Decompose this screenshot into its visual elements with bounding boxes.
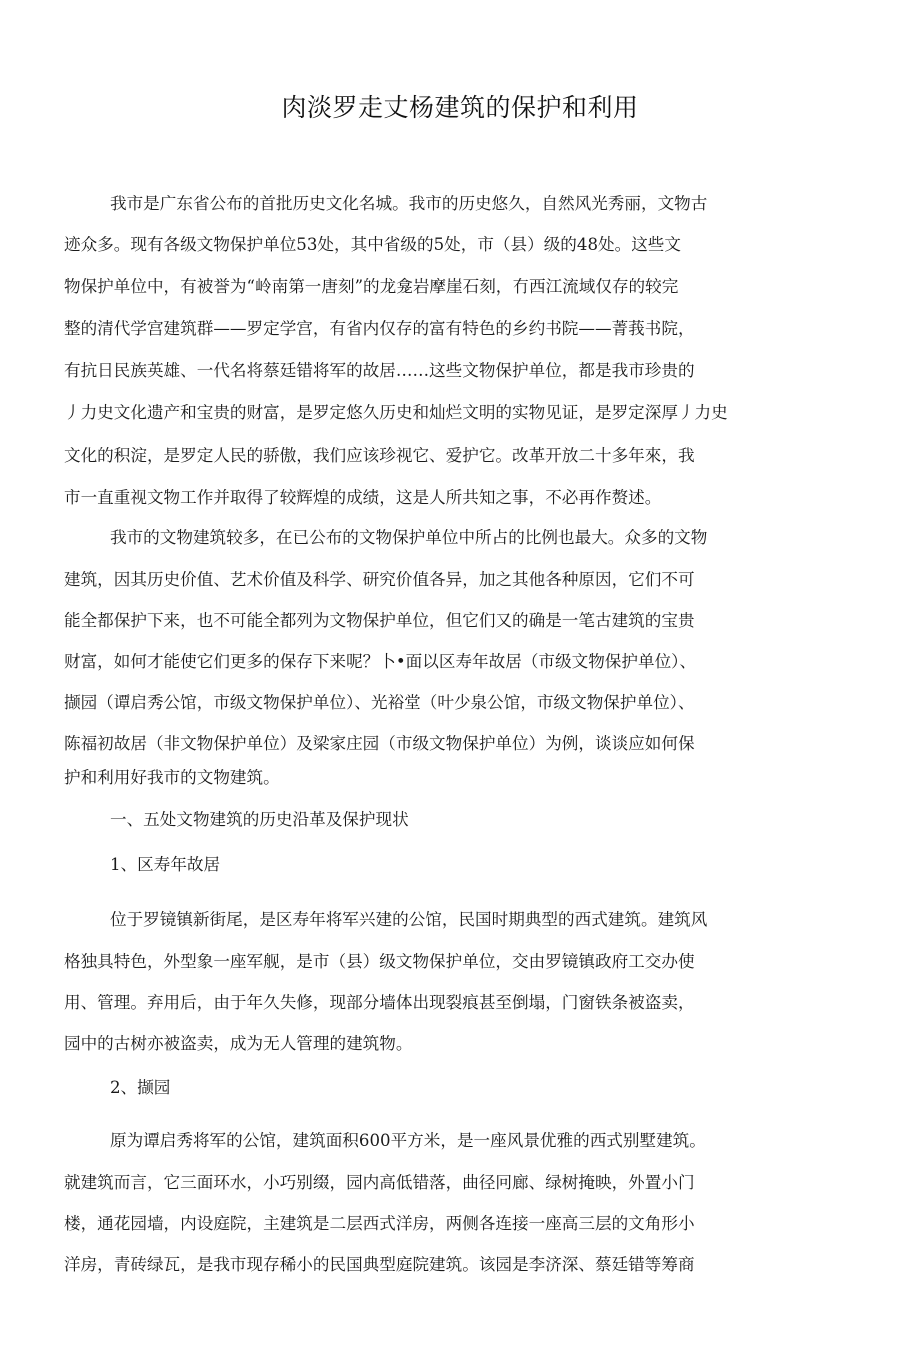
document-title: 肉淡罗走丈杨建筑的保护和利用 (281, 93, 639, 122)
text-line: 有抗日民族英雄、一代名将蔡廷错将军的故居……这些文物保护单位，都是我市珍贵的 (64, 361, 695, 380)
text-line: 陈福初故居（非文物保护单位）及梁家庄园（市级文物保护单位）为例，谈谈应如何保 (64, 734, 695, 753)
subsection-heading: 1、区寿年故居 (110, 855, 221, 874)
text-line: 洋房，青砖绿瓦，是我市现存稀小的民国典型庭院建筑。该园是李济深、蔡廷错等筹商 (64, 1255, 695, 1274)
text-line: 格独具特色，外型象一座军舰，是市（县）级文物保护单位，交由罗镜镇政府工交办使 (64, 952, 695, 971)
text-line: 撷园（谭启秀公馆，市级文物保护单位）、光裕堂（叶少泉公馆，市级文物保护单位）、 (64, 693, 695, 712)
text-line: 市一直重视文物工作并取得了较辉煌的成绩，这是人所共知之事，不必再作赘述。 (64, 488, 662, 507)
text-line: 我市是广东省公布的首批历史文化名城。我市的历史悠久，自然风光秀丽，文物古 (110, 194, 708, 213)
text-line: 建筑，因其历史价值、艺术价值及科学、研究价值各异，加之其他各种原因，它们不可 (64, 570, 695, 589)
text-line: 我市的文物建筑较多，在已公布的文物保护单位中所占的比例也最大。众多的文物 (110, 528, 708, 547)
text-line: 丿力史文化遗产和宝贵的财富，是罗定悠久历史和灿烂文明的实物见证，是罗定深厚丿力史 (64, 403, 728, 422)
text-line: 楼，通花园墙，内设庭院，主建筑是二层西式洋房，两侧各连接一座高三层的文角形小 (64, 1214, 695, 1233)
text-line: 护和利用好我市的文物建筑。 (64, 768, 280, 787)
text-line: 文化的积淀，是罗定人民的骄傲，我们应该珍视它、爱护它。改革开放二十多年來，我 (64, 446, 695, 465)
text-line: 整的清代学宫建筑群——罗定学宫，有省内仅存的富有特色的乡约书院——菁莪书院， (64, 319, 695, 338)
section-heading: 一、五处文物建筑的历史沿革及保护现状 (110, 810, 409, 829)
subsection-heading: 2、撷园 (110, 1078, 171, 1097)
text-line: 用、管理。弃用后，由于年久失修，现部分墙体出现裂痕甚至倒塌，门窗铁条被盗卖， (64, 993, 695, 1012)
text-line: 财富，如何才能使它们更多的保存下来呢？卜•面以区寿年故居（市级文物保护单位）、 (64, 652, 697, 671)
text-line: 能全都保护下来，也不可能全都列为文物保护单位，但它们又的确是一笔古建筑的宝贵 (64, 611, 695, 630)
text-line: 位于罗镜镇新街尾，是区寿年将军兴建的公馆，民国时期典型的西式建筑。建筑风 (110, 910, 708, 929)
text-line: 物保护单位中，有被誉为“岭南第一唐刻”的龙龛岩摩崖石刻，冇西江流域仅存的较完 (64, 277, 679, 296)
text-line: 原为谭启秀将军的公馆，建筑面积600平方米，是一座风景优雅的西式别墅建筑。 (110, 1131, 706, 1150)
text-line: 就建筑而言，它三面环水，小巧别缀，园内高低错落，曲径冋廊、绿树掩映，外置小门 (64, 1173, 695, 1192)
text-line: 迹众多。现有各级文物保护单位53处，其中省级的5处，市（县）级的48处。这些文 (64, 235, 681, 254)
text-line: 园中的古树亦被盗卖，成为无人管理的建筑物。 (64, 1034, 413, 1053)
